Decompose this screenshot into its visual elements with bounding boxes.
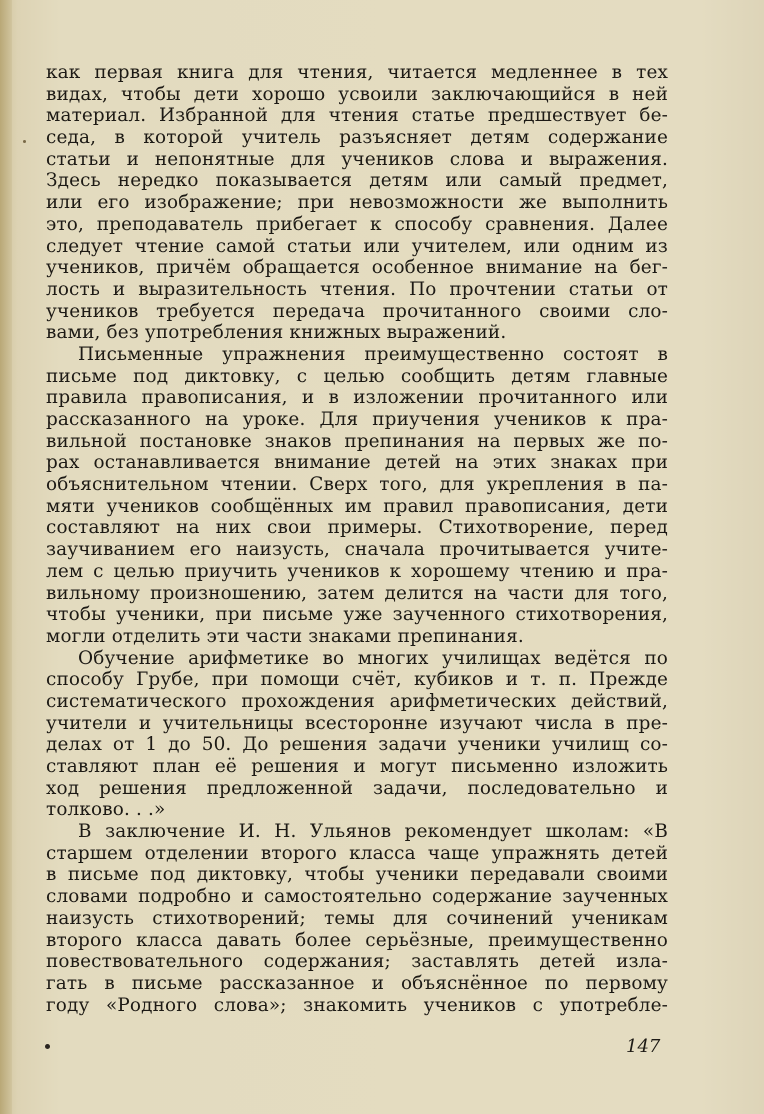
text-line: мяти учеников сообщённых им правил правописания, дети <box>46 495 668 517</box>
text-line: следует чтение самой статьи или учителем, или одним из <box>46 235 668 257</box>
page-number: 147 <box>626 1036 661 1057</box>
text-line: материал. Избранной для чтения статье предшествует бе- <box>46 105 668 127</box>
text-line: рах останавливается внимание детей на этих знаках при <box>46 452 668 474</box>
text-line: Обучение арифметике во многих училищах ведётся по <box>78 647 668 669</box>
text-line: правила правописания, и в изложении прочитанного или <box>46 387 668 409</box>
text-line: ход решения предложенной задачи, последовательно и <box>46 777 668 799</box>
text-line: чтобы ученики, при письме уже заученного стихотворения, <box>46 604 668 626</box>
text-line: повествовательного содержания; заставлять детей изла- <box>46 951 668 973</box>
text-line: как первая книга для чтения, читается медленнее в тех <box>46 62 668 83</box>
text-line: могли отделить эти части знаками препинания. <box>46 625 524 647</box>
text-line: видах, чтобы дети хорошо усвоили заключающийся в ней <box>46 83 668 105</box>
text-line: вильному произношению, затем делится на части для того, <box>46 582 668 604</box>
text-line: способу Грубе, при помощи счёт, кубиков и т. п. Прежде <box>46 669 668 691</box>
text-line: статьи и непонятные для учеников слова и выражения. <box>46 148 668 170</box>
text-line: систематического прохождения арифметических действий, <box>46 690 668 712</box>
text-line: лем с целью приучить учеников к хорошему чтению и пра- <box>46 560 668 582</box>
text-line: письме под диктовку, с целью сообщить детям главные <box>46 365 668 387</box>
text-line: в письме под диктовку, чтобы ученики передавали своими <box>46 864 668 886</box>
text-line: году «Родного слова»; знакомить учеников с употребле- <box>46 994 668 1016</box>
text-line: ставляют план её решения и могут письменно изложить <box>46 756 668 777</box>
text-line: объяснительном чтении. Сверх того, для укрепления в па- <box>46 474 668 496</box>
text-line: Здесь нередко показывается детям или самый предмет, <box>46 170 668 192</box>
text-line: вильной постановке знаков препинания на первых же по- <box>46 430 668 452</box>
text-line: В заключение И. Н. Ульянов рекомендует школам: «В <box>78 821 668 843</box>
ink-dot <box>45 1044 50 1049</box>
text-line: или его изображение; при невозможности же выполнить <box>46 192 668 214</box>
text-line: гать в письме рассказанное и объяснённое по первому <box>46 972 668 994</box>
text-line: наизусть стихотворений; темы для сочинений ученикам <box>46 907 668 929</box>
page-binding-edge <box>0 0 12 1114</box>
text-line: рассказанного на уроке. Для приучения учеников к пра- <box>46 409 668 430</box>
text-line: словами подробно и самостоятельно содержание заученных <box>46 886 668 908</box>
text-line: старшем отделении второго класса чаще упражнять детей <box>46 842 668 864</box>
text-line: это, преподаватель прибегает к способу сравнения. Далее <box>46 213 668 235</box>
page-text <box>46 62 668 1016</box>
text-line: второго класса давать более серьёзные, преимущественно <box>46 929 668 951</box>
text-line: лость и выразительность чтения. По прочтении статьи от <box>46 278 668 300</box>
text-line: вами, без употребления книжных выражений. <box>46 322 507 344</box>
text-line: седа, в которой учитель разъясняет детям содержание <box>46 127 668 149</box>
text-line: толково. . .» <box>46 799 166 821</box>
text-line: составляют на них свои примеры. Стихотворение, перед <box>46 517 668 539</box>
text-line: учеников требуется передача прочитанного своими сло- <box>46 300 668 322</box>
text-line: заучиванием его наизусть, сначала прочитывается учите- <box>46 539 668 561</box>
text-line: делах от 1 до 50. До решения задачи ученики училищ со- <box>46 734 668 756</box>
paper-speck <box>23 140 26 143</box>
text-line: учители и учительницы всесторонне изучают числа в пре- <box>46 712 668 734</box>
text-line: учеников, причём обращается особенное внимание на бег- <box>46 257 668 279</box>
text-line: Письменные упражнения преимущественно состоят в <box>78 343 668 365</box>
